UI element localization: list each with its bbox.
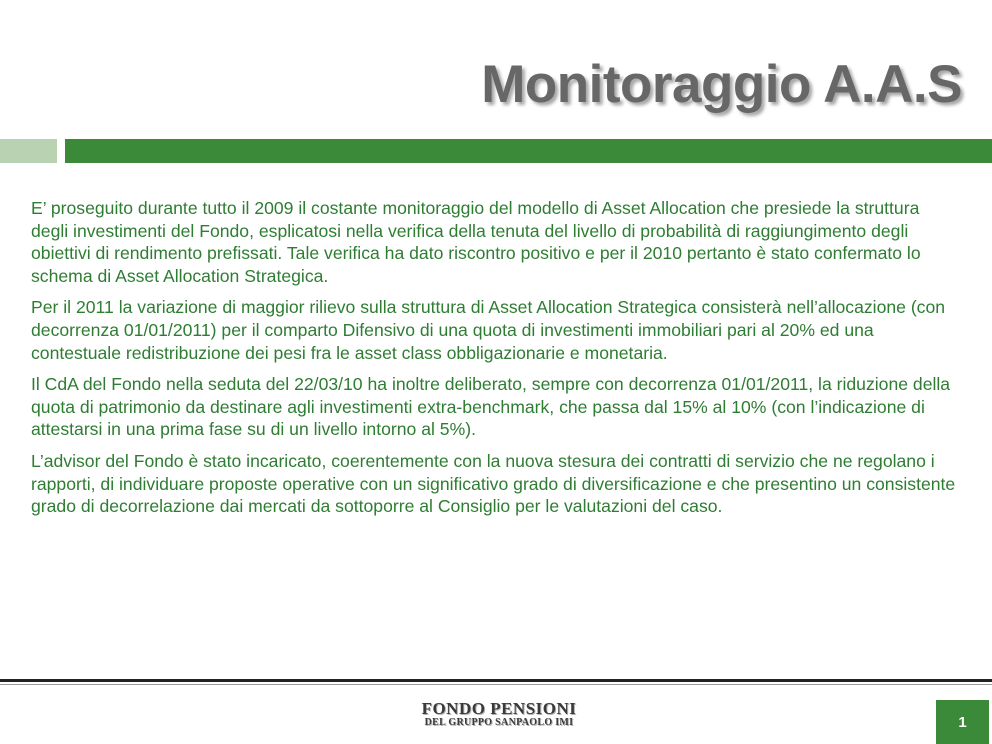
footer-divider-thin (0, 684, 992, 685)
body-paragraph-3: Il CdA del Fondo nella seduta del 22/03/10 ha inoltre deliberato, sempre con decorrenza 01/01/2011, la riduzione della quota di patrimonio da destinare agli investimenti extra-benchmark, che passa dal 15% al 10% (con l’indicazione di attestarsi in una prima fase su di un livello intorno al 5%). (31, 374, 951, 440)
header-accent-block (0, 139, 57, 163)
logo-subtitle: DEL GRUPPO SANPAOLO IMI (424, 717, 574, 728)
page-number: 1 (958, 713, 967, 731)
page-number-badge (936, 700, 989, 744)
body-paragraph-4: L’advisor del Fondo è stato incaricato, coerentemente con la nuova stesura dei contratti di servizio che ne regolano i rapporti, di individuare proposte operative con un significativo grado di diversificazione e che presentino un consistente grado di decorrelazione dai mercati da sottoporre al Consiglio per le valutazioni del caso. (31, 450, 956, 517)
slide-body (31, 197, 961, 527)
logo-title: FONDO PENSIONI (421, 699, 577, 718)
body-paragraph-2: Per il 2011 la variazione di maggior rilievo sulla struttura di Asset Allocation Strategica consisterà nell’allocazione (con decorrenza 01/01/2011) per il comparto Difensivo di una quota di investimenti immobiliari pari al 20% ed una contestuale redistribuzione dei pesi fra le asset class obbligazionarie e monetaria. (31, 297, 946, 363)
footer-divider (0, 679, 992, 682)
fund-logo (404, 700, 594, 729)
body-paragraph-1: E’ proseguito durante tutto il 2009 il costante monitoraggio del modello di Asset Allocation che presiede la struttura degli investimenti del Fondo, esplicatosi nella verifica della tenuta del livello di probabilità di raggiungimento degli obiettivi di rendimento prefissati. Tale verifica ha dato riscontro positivo e per il 2010 pertanto è stato confermato lo schema di Asset Allocation Strategica. (31, 198, 921, 286)
header-accent-bar (65, 139, 992, 163)
slide-title: Monitoraggio A.A.S (481, 55, 962, 114)
